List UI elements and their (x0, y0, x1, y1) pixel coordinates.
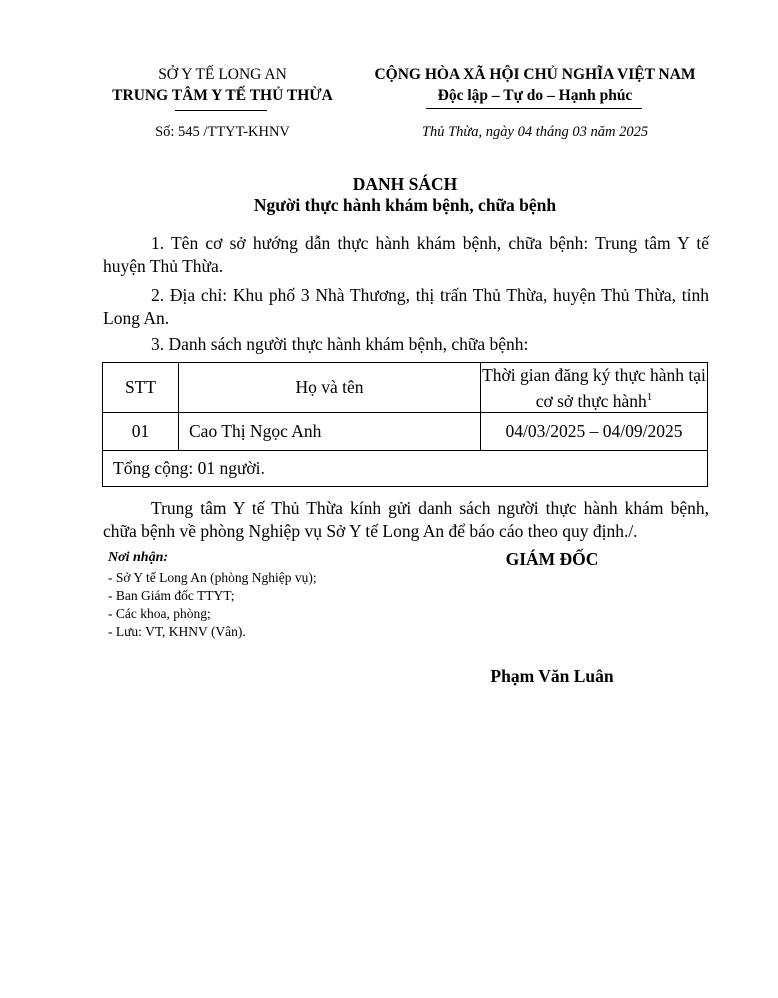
item-facility-name: 1. Tên cơ sở hướng dẫn thực hành khám bệnh, chữa bệnh: Trung tâm Y tế huyện Thủ Thừa. (103, 233, 709, 276)
document-subtitle: Người thực hành khám bệnh, chữa bệnh (253, 195, 557, 215)
table-header-row (103, 363, 708, 413)
org-underline (175, 110, 267, 111)
cell-total: Tổng cộng: 01 người. (103, 451, 708, 487)
recipient-item: - Sở Y tế Long An (phòng Nghiệp vụ); (108, 570, 317, 585)
cell-stt: 01 (103, 413, 179, 451)
cell-name: Cao Thị Ngọc Anh (179, 413, 481, 451)
table-row (103, 413, 708, 451)
signer-title: GIÁM ĐỐC (505, 549, 599, 569)
document-number: Số: 545 /TTYT-KHNV (155, 124, 290, 140)
recipient-item: - Các khoa, phòng; (108, 606, 211, 621)
item-address: 2. Địa chỉ: Khu phố 3 Nhà Thương, thị trấn Thủ Thừa, huyện Thủ Thừa, tỉnh Long An. (103, 285, 709, 328)
header-name: Họ và tên (179, 363, 481, 413)
footnote-marker: 1 (646, 390, 653, 403)
signer-name: Phạm Văn Luân (490, 666, 614, 686)
header-time-text: Thời gian đăng ký thực hành tại cơ sở thực hành (482, 364, 706, 411)
item-list-heading: 3. Danh sách người thực hành khám bệnh, chữa bệnh: (151, 334, 529, 354)
recipients-label: Nơi nhận: (108, 550, 169, 565)
closing-paragraph: Trung tâm Y tế Thủ Thừa kính gửi danh sách người thực hành khám bệnh, chữa bệnh về phòng Nghiệp vụ Sở Y tế Long An để báo cáo theo quy định./. (103, 498, 709, 541)
department-name: SỞ Y TẾ LONG AN (158, 66, 287, 83)
practitioner-table (102, 362, 708, 487)
table-total-row (103, 451, 708, 487)
recipient-item: - Lưu: VT, KHNV (Vân). (108, 624, 246, 639)
motto-underline (426, 108, 642, 109)
country-name: CỘNG HÒA XÃ HỘI CHỦ NGHĨA VIỆT NAM (374, 66, 696, 83)
cell-time: 04/03/2025 – 04/09/2025 (481, 413, 708, 451)
header-stt: STT (103, 363, 179, 413)
document-title: DANH SÁCH (352, 174, 458, 194)
header-time (481, 363, 708, 413)
organization-name: TRUNG TÂM Y TẾ THỦ THỪA (112, 87, 333, 104)
place-and-date: Thủ Thừa, ngày 04 tháng 03 năm 2025 (421, 124, 649, 140)
recipient-item: - Ban Giám đốc TTYT; (108, 588, 235, 603)
national-motto: Độc lập – Tự do – Hạnh phúc (437, 87, 633, 104)
